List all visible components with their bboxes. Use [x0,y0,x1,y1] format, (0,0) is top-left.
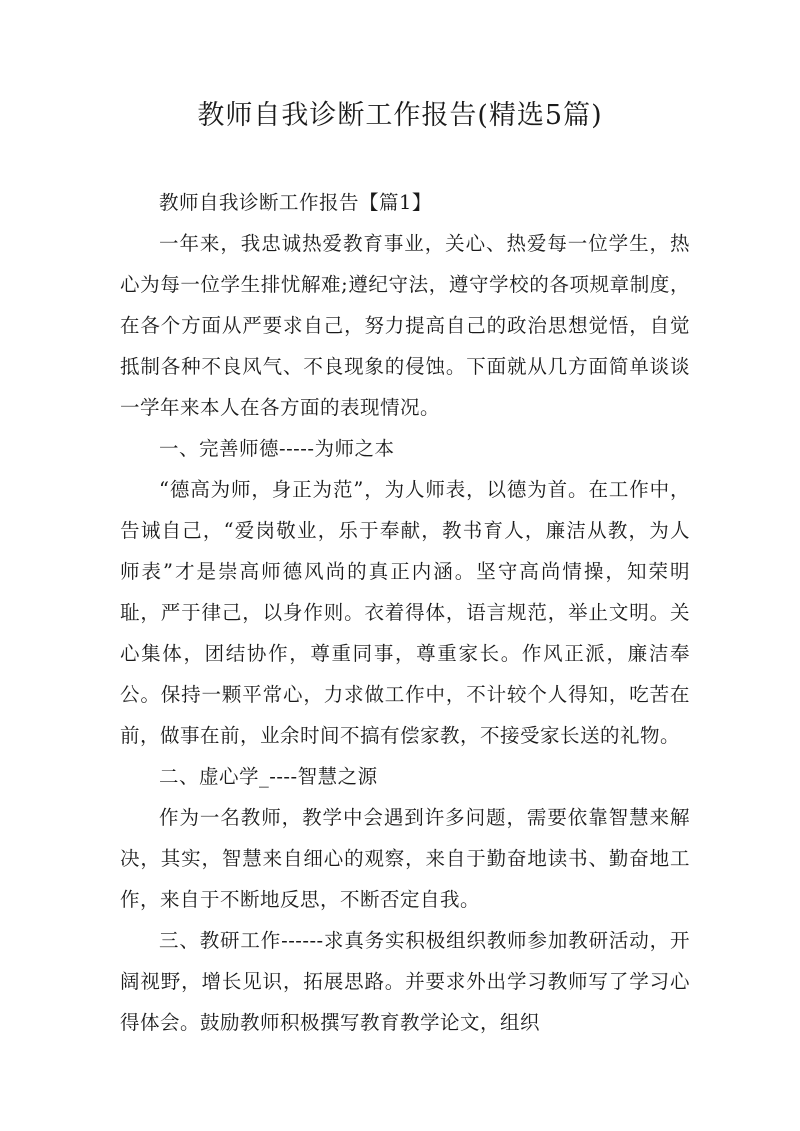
document-title: 教师自我诊断工作报告(精选5篇) [197,100,603,131]
paragraph-ethics: “德高为师，身正为范”，为人师表，以德为首。在工作中，告诫自己，“爱岗敬业，乐于奉献，教书育人，廉洁从教，为人师表”才是崇高师德风尚的真正内涵。坚守高尚情操，知荣明耻，严于律己，以身作则。衣着得体，语言规范，举止文明。关心集体，团结协作，尊重同事，尊重家长。作风正派，廉洁奉公。保持一颗平常心，力求做工作中，不计较个人得知，吃苦在前，做事在前，业余时间不搞有偿家教，不接受家长送的礼物。 [120,478,690,747]
subheading-learning: 二、虚心学_----智慧之源 [159,765,378,788]
paragraph-intro: 一年来，我忠诚热爱教育事业，关心、热爱每一位学生，热心为每一位学生排忧解难;遵纪守法，遵守学校的各项规章制度，在各个方面从严要求自己，努力提高自己的政治思想觉悟，自觉抵制各种不良风气、不良现象的侵蚀。下面就从几方面简单谈谈一学年来本人在各方面的表现情况。 [120,232,690,419]
section-title: 教师自我诊断工作报告【篇1】 [159,191,432,214]
paragraph-learning: 作为一名教师，教学中会遇到许多问题，需要依靠智慧来解决，其实，智慧来自细心的观察，来自于勤奋地读书、勤奋地工作，来自于不断地反思，不断否定自我。 [120,806,690,911]
document-body [120,182,690,1043]
subheading-ethics: 一、完善师德-----为师之本 [159,437,395,460]
paragraph-research: 三、教研工作------求真务实积极组织教师参加教研活动，开阔视野，增长见识，拓展思路。并要求外出学习教师写了学习心得体会。鼓励教师积极撰写教育教学论文，组织 [120,929,690,1034]
